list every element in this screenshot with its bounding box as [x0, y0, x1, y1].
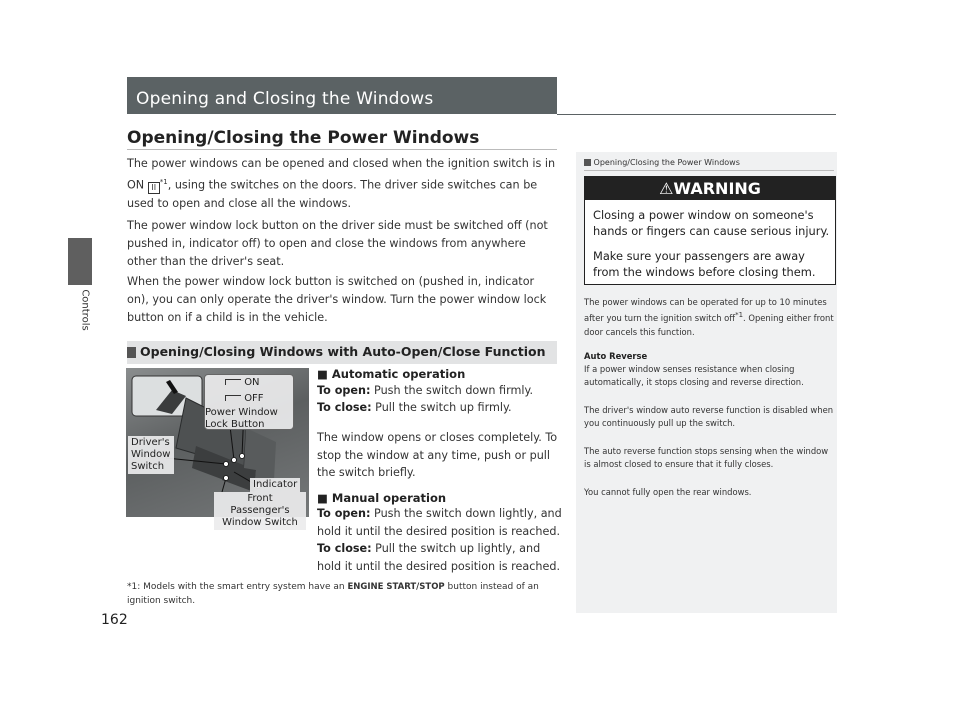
page-heading: Opening/Closing the Power Windows: [127, 128, 480, 148]
side-footnote-mark[interactable]: *1: [735, 311, 744, 320]
lock-button-callout: [204, 374, 294, 430]
intro-paragraph-1: [127, 155, 559, 213]
auto-reverse-text: If a power window senses resistance when closing automatically, it stops closing and reverse direction.: [584, 364, 804, 388]
reference-marker-icon: [584, 159, 591, 166]
warning-triangle-icon: ⚠: [659, 179, 674, 198]
subsection-title: Opening/Closing Windows with Auto-Open/Close Function: [140, 344, 546, 359]
warning-body: [593, 207, 833, 280]
automatic-open-line: To open: Push the switch down firmly.: [317, 384, 534, 397]
chapter-label[interactable]: Controls: [79, 289, 91, 331]
subsection-banner: [127, 341, 557, 364]
page-number: 162: [101, 612, 128, 628]
window-switch-photo: [126, 368, 309, 528]
warning-paragraph-1: Closing a power window on someone's hands or fingers can cause serious injury.: [593, 208, 830, 238]
chapter-tab: [68, 238, 92, 285]
side-reference-rule: [584, 170, 834, 171]
side-note-fully-close: The auto reverse function stops sensing when the window is almost closed to ensure that it fully closes.: [584, 446, 829, 470]
lock-button-label: Power Window Lock Button: [205, 407, 278, 430]
warning-title: WARNING: [673, 179, 761, 198]
intro-text-a: The power windows can be opened and closed when the ignition switch is in ON: [127, 157, 556, 192]
footnote-mark[interactable]: *1: [159, 178, 168, 186]
driver-window-switch-label: Driver's Window Switch: [128, 436, 174, 474]
on-label: ON: [244, 377, 260, 388]
side-note-timer: The power windows can be operated for up to 10 minutes after you turn the ignition switch off$^{*1}$. Opening either front door cancels this function.: [584, 297, 834, 337]
side-reference[interactable]: Opening/Closing the Power Windows: [584, 158, 740, 167]
off-label: OFF: [244, 393, 264, 404]
intro-paragraph-2: The power window lock button on the driver side must be switched off (not pushed in, indicator off) to open and close the windows from anywhere other than the driver's seat.: [127, 219, 548, 268]
ignition-on-icon: II: [148, 182, 160, 194]
banner-rule: [557, 114, 836, 115]
manual-close-line: To close: Pull the switch up lightly, and hold it until the desired position is reached.: [317, 542, 561, 573]
side-note-rear-windows: You cannot fully open the rear windows.: [584, 487, 752, 497]
intro-text-b: , using the switches on the doors. The driver side switches can be used to open and close all the windows.: [127, 178, 538, 210]
warning-box: [584, 176, 836, 285]
side-note-driver-disable: The driver's window auto reverse function is disabled when you continuously pull up the switch.: [584, 405, 834, 429]
automatic-operation-heading: ■ Automatic operation: [317, 367, 466, 381]
auto-reverse-heading: Auto Reverse: [584, 351, 648, 361]
intro-paragraph-3: When the power window lock button is switched on (pushed in, indicator on), you can only operate the driver's window. Turn the power window lock button on if a child is in the vehicle.: [127, 275, 547, 324]
section-banner: [127, 77, 557, 114]
section-marker-icon: [127, 347, 136, 358]
indicator-label: Indicator: [250, 478, 300, 492]
heading-rule: [127, 149, 557, 150]
warning-header: [585, 177, 835, 200]
manual-operation-heading: ■ Manual operation: [317, 491, 447, 505]
footnote: *1: Models with the smart entry system have an ENGINE START/STOP button instead of an ignition switch.: [127, 582, 539, 606]
manual-open-line: To open: Push the switch down lightly, and hold it until the desired position is reached.: [317, 507, 562, 538]
warning-paragraph-2: Make sure your passengers are away from the windows before closing them.: [593, 249, 816, 279]
switch-on-icon: [225, 379, 241, 385]
automatic-close-line: To close: Pull the switch up firmly.: [317, 401, 512, 414]
front-passenger-switch-label: Front Passenger's Window Switch: [214, 492, 306, 530]
switch-off-icon: [225, 395, 241, 401]
automatic-note: The window opens or closes completely. To stop the window at any time, push or pull the switch briefly.: [317, 431, 558, 479]
engine-start-stop-label: ENGINE START/STOP: [347, 582, 445, 592]
section-title: Opening and Closing the Windows: [136, 89, 434, 109]
